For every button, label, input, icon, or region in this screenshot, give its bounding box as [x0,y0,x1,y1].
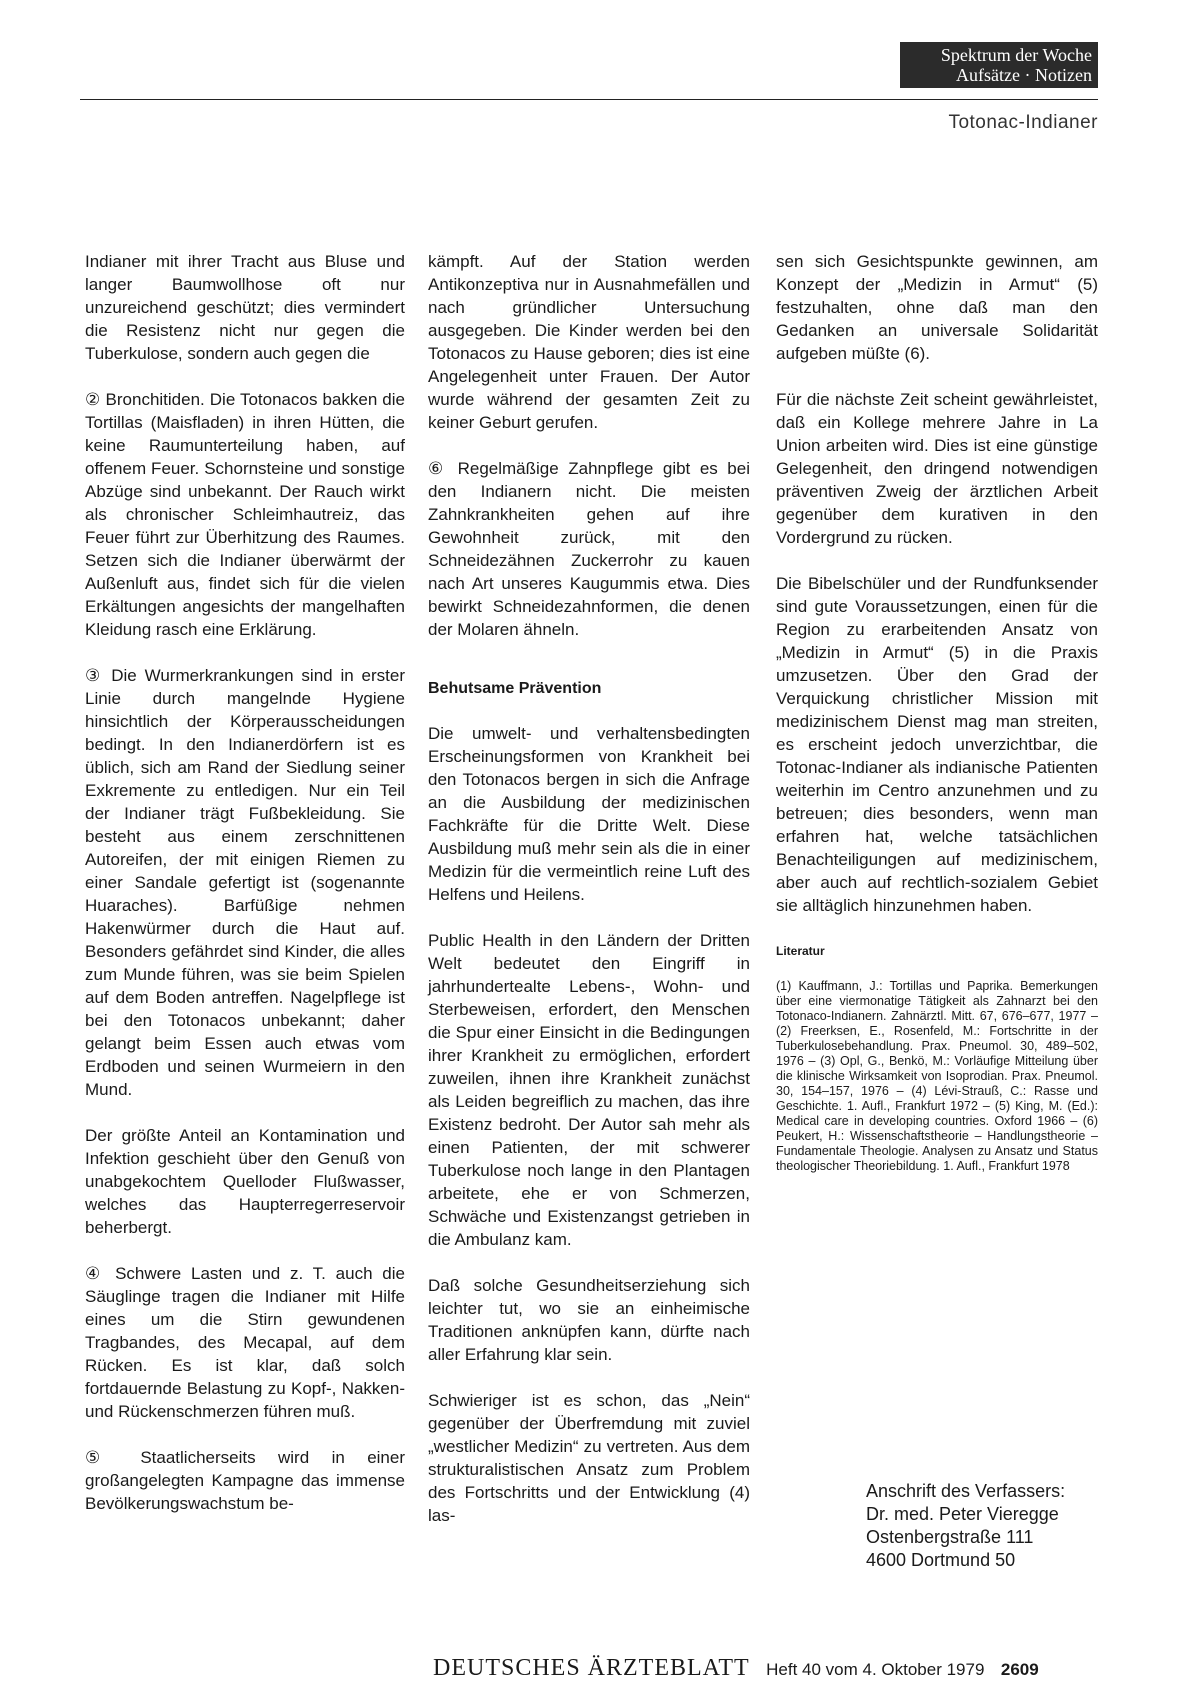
paragraph: ③ Die Wurmerkrankungen sind in erster Linie durch mangelnde Hygiene hinsichtlich der Körperausscheidungen bedingt. In den Indianerdörfern ist es üblich, sich am Rand der Siedlung seiner Exkremente zu entledigen. Nur ein Teil der Indianer trägt Fußbekleidung. Sie besteht aus einem zerschnittenen Autoreifen, der mit einigen Riemen zu einer Sandale gefertigt ist (sogenannte Huaraches). Barfüßige nehmen Hakenwürmer durch die Haut auf. Besonders gefährdet sind Kinder, die alles zum Munde führen, was sie beim Spielen auf dem Boden antreffen. Nagelpflege ist bei den Totonacos unbekannt; daher gelangt beim Essen auch etwas vom Erdboden und seinen Wurmeiern in den Mund. [85,666,405,1099]
paragraph: kämpft. Auf der Station werden Antikonzeptiva nur in Ausnahmefällen und nach gründlicher Untersuchung ausgegeben. Die Kinder werden bei den Totonacos zu Hause geboren; dies ist eine Angelegenheit unter Frauen. Der Autor wurde während der gesamten Zeit zu keiner Geburt gerufen. [428,252,750,432]
column-1 [85,250,405,1538]
rubric-line-1: Spektrum der Woche [940,45,1092,65]
address-line: Ostenbergstraße 111 [866,1527,1034,1547]
column-3 [776,250,1098,1197]
rubric-line-2: Aufsätze · Notizen [956,65,1092,85]
header-rule [80,99,1098,100]
issue-info: Heft 40 vom 4. Oktober 1979 [766,1660,985,1679]
page-footer [433,1655,1039,1682]
paragraph: Für die nächste Zeit scheint gewährleistet, daß ein Kollege mehrere Jahre in La Union arbeiten wird. Dies ist eine günstige Gelegenheit, den dringend notwendigen präventiven Zweig der ärztlichen Arbeit gegenüber dem kurativen in den Vordergrund zu rücken. [776,390,1098,547]
column-2 [428,250,750,1550]
address-line: 4600 Dortmund 50 [866,1550,1016,1570]
subheading: Behutsame Prävention [428,680,602,697]
section-title: Totonac-Indianer [948,112,1098,133]
address-line: Dr. med. Peter Vieregge [866,1504,1059,1524]
author-address [866,1480,1065,1572]
publication-name: DEUTSCHES ÄRZTEBLATT [433,1655,750,1681]
paragraph: ② Bronchitiden. Die Totonacos bakken die Tortillas (Maisfladen) in ihren Hütten, die keine Raumunterteilung haben, auf offenem Feuer. Schornsteine und sonstige Abzüge sind unbekannt. Der Rauch wirkt als chronischer Schleimhautreiz, das Feuer führt zur Überhitzung des Raumes. Setzen sich die Indianer überwärmt der Außenluft aus, findet sich für die vielen Erkältungen angesichts der mangelhaften Kleidung rasch eine Erklärung. [85,390,405,639]
paragraph: Public Health in den Ländern der Dritten Welt bedeutet den Eingriff in jahrhundertealte Lebens-, Wohn- und Sterbeweisen, erfordert, den Menschen die Spur einer Einsicht in die Bedingungen ihrer Krankheit zu ermöglichen, erfordert zuweilen, ihnen ihre Krankheit zunächst als Leiden begreiflich zu machen, das ihre Existenz bedroht. Der Autor sah mehr als einen Patienten, der mit schwerer Tuberkulose noch lange in den Plantagen arbeitete, ehe er von Schmerzen, Schwäche und Existenzangst getrieben in die Ambulanz kam. [428,931,750,1249]
page-number: 2609 [1000,1660,1039,1679]
paragraph: ⑤ Staatlicherseits wird in einer großangelegten Kampagne das immense Bevölkerungswachstum be- [85,1448,405,1513]
literature-heading: Literatur [776,944,825,958]
paragraph: Die Bibelschüler und der Rundfunksender sind gute Voraussetzungen, einen für die Region zu erarbeitenden Ansatz von „Medizin in Armut“ (5) in die Praxis umzusetzen. Über den Grad der Verquickung christlicher Mission mit medizinischem Dienst mag man streiten, es erscheint jedoch unverzichtbar, die Totonac-Indianer als indianische Patienten weiterhin im Centro anzunehmen und zu betreuen; dies besonders, wenn man erfahren hat, welche tatsächlichen Benachteiligungen auf medizinischem, aber auch auf rechtlich-sozialem Gebiet sie alltäglich hinzunehmen haben. [776,574,1098,915]
paragraph: Daß solche Gesundheitserziehung sich leichter tut, wo sie an einheimische Traditionen anknüpfen kann, dürfte nach aller Erfahrung klar sein. [428,1276,750,1364]
paragraph: Indianer mit ihrer Tracht aus Bluse und langer Baumwollhose oft nur unzureichend geschützt; dies vermindert die Resistenz nicht nur gegen die Tuberkulose, sondern auch gegen die [85,252,405,363]
paragraph: ⑥ Regelmäßige Zahnpflege gibt es bei den Indianern nicht. Die meisten Zahnkrankheiten gehen auf ihre Gewohnheit zurück, mit den Schneidezähnen Zuckerrohr zu kauen nach Art unseres Kaugummis etwa. Dies bewirkt Schneidezahnformen, die denen der Molaren ähneln. [428,459,750,639]
paragraph: Schwieriger ist es schon, das „Nein“ gegenüber der Überfremdung mit zuviel „westlicher Medizin“ zu vertreten. Aus dem strukturalistischen Ansatz zum Problem des Fortschritts und der Entwicklung (4) las- [428,1391,750,1525]
paragraph: Der größte Anteil an Kontamination und Infektion geschieht über den Genuß von unabgekochtem Quelloder Flußwasser, welches das Haupterregerreservoir beherbergt. [85,1126,405,1237]
address-line: Anschrift des Verfassers: [866,1481,1066,1501]
paragraph: Die umwelt- und verhaltensbedingten Erscheinungsformen von Krankheit bei den Totonacos bergen in sich die Anfrage an die Ausbildung der medizinischen Fachkräfte für die Dritte Welt. Diese Ausbildung muß mehr sein als die in einer Medizin für die vermeintlich reine Luft des Helfens und Heilens. [428,724,750,904]
paragraph: sen sich Gesichtspunkte gewinnen, am Konzept der „Medizin in Armut“ (5) festzuhalten, ohne daß man den Gedanken an universale Solidarität aufgeben müßte (6). [776,252,1098,363]
rubric-badge [900,42,1098,88]
paragraph: ④ Schwere Lasten und z. T. auch die Säuglinge tragen die Indianer mit Hilfe eines um die Stirn gewundenen Tragbandes, des Mecapal, auf dem Rücken. Es ist klar, daß solch fortdauernde Belastung zu Kopf-, Nakken- und Rückenschmerzen führen muß. [85,1264,405,1421]
literature-list: (1) Kauffmann, J.: Tortillas und Paprika. Bemerkungen über eine viermonatige Tätigkeit als Zahnarzt bei den Totonaco-Indianern. Zahnärztl. Mitt. 67, 676–677, 1977 – (2) Freerksen, E., Rosenfeld, M.: Fortschritte in der Tuberkulosebehandlung. Prax. Pneumol. 30, 489–502, 1976 – (3) Opl, G., Benkö, M.: Vorläufige Mitteilung über die klinische Wirksamkeit von Isoprodian. Prax. Pneumol. 30, 154–157, 1976 – (4) Lévi-Strauß, C.: Rasse und Geschichte. 1. Aufl., Frankfurt 1972 – (5) King, M. (Ed.): Medical care in developing countries. Oxford 1966 – (6) Peukert, H.: Wissenschaftstheorie – Handlungstheorie – Fundamentale Theologie. Analysen zu Ansatz und Status theologischer Theoriebildung. 1. Aufl., Frankfurt 1978 [776,979,1098,1173]
